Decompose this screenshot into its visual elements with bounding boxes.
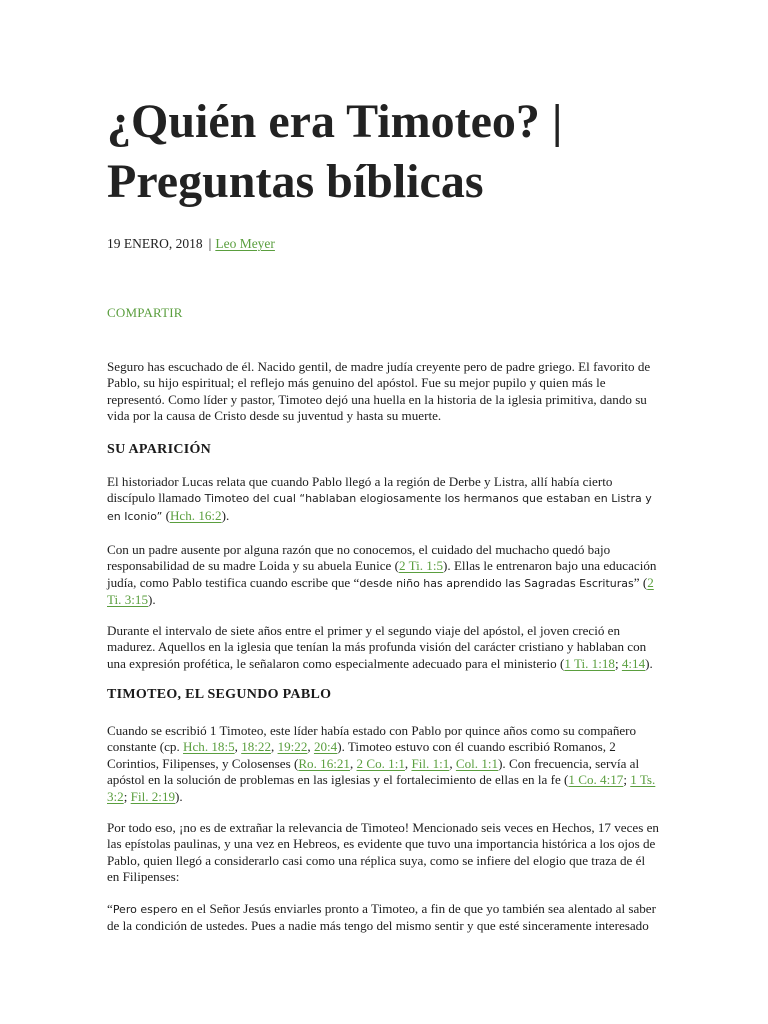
ref-col-1-1[interactable]: Col. 1:1	[455, 755, 499, 771]
paragraph-segundo-pablo-2: Por todo eso, ¡no es de extrañar la relevancia de Timoteo! Mencionado seis veces en Hechos, 17 veces en las epístolas paulinas, y una vez en Hebreos, es evidente que tuvo una importancia histórica a los ojos de Pablo, quien llegó a considerarlo casi como una réplica suya, como se infiere del elogio que traza de él en Filipenses:	[107, 820, 659, 885]
ref-2ti-1-5[interactable]: 2 Ti. 1:5	[398, 558, 444, 574]
ref-1ts-3-2[interactable]: 1 Ts. 3:2	[107, 772, 656, 804]
paragraph-aparicion-2: Con un padre ausente por alguna razón que no conocemos, el cuidado del muchacho quedó bajo responsabilidad de su madre Loida y su abuela Eunice (2 Ti. 1:5). Ellas le entrenaron bajo una educación judía, como Pablo testifica cuando escribe que “desde niño has aprendido las Sagradas Escrituras” (2 Ti. 3:15).	[107, 542, 657, 608]
ref-fil-1-1[interactable]: Fil. 1:1	[411, 755, 450, 771]
ref-4-14[interactable]: 4:14	[621, 655, 646, 671]
paragraph-intro: Seguro has escuchado de él. Nacido gentil, de madre judía creyente pero de padre griego. El favorito de Pablo, su hijo espiritual; el reflejo más genuino del apóstol. Fue su mejor pupilo y quien más le representó. Como líder y pastor, Timoteo dejó una huella en la historia de la iglesia primitiva, dando su vida por la causa de Cristo desde su juventud y hasta su muerte.	[107, 359, 651, 424]
publish-date: 19 ENERO, 2018	[107, 236, 203, 251]
ref-18-22[interactable]: 18:22	[241, 739, 272, 755]
title-line-2: Preguntas bíblicas	[107, 155, 484, 208]
title-line-1: ¿Quién era Timoteo? |	[107, 95, 563, 148]
section-heading-aparicion: SU APARICIÓN	[107, 442, 212, 457]
section-heading-segundo-pablo: TIMOTEO, EL SEGUNDO PABLO	[107, 687, 332, 702]
ref-2co-1-1[interactable]: 2 Co. 1:1	[356, 755, 405, 771]
paragraph-quote: “Pero espero en el Señor Jesús enviarles pronto a Timoteo, a fin de que yo también sea alentado al saber de la condición de ustedes. Pues a nadie más tengo del mismo sentir y que esté sinceramente interesado	[107, 901, 656, 934]
author-link[interactable]: Leo Meyer	[215, 236, 275, 251]
article-meta	[107, 235, 275, 253]
meta-separator: |	[208, 236, 212, 251]
ref-1ti-1-18[interactable]: 1 Ti. 1:18	[564, 655, 615, 671]
ref-fil-2-19[interactable]: Fil. 2:19	[130, 788, 176, 804]
paragraph-aparicion-3: Durante el intervalo de siete años entre el primer y el segundo viaje del apóstol, el joven creció en madurez. Aquellos en la iglesia que tenían la más profunda visión del carácter cristiano y hablaban con una expresión profética, le señalaron como especialmente adecuado para el ministerio (1 Ti. 1:18; 4:14).	[107, 623, 653, 671]
paragraph-aparicion-1: El historiador Lucas relata que cuando Pablo llegó a la región de Derbe y Listra, allí había cierto discípulo llamado Timoteo del cual “hablaban elogiosamente los hermanos que estaban en Listra y en Iconio” (Hch. 16:2).	[107, 474, 652, 523]
ref-1co-4-17[interactable]: 1 Co. 4:17	[568, 772, 624, 788]
page-title	[107, 92, 667, 212]
ref-20-4[interactable]: 20:4	[313, 739, 338, 755]
ref-hch-16-2[interactable]: Hch. 16:2	[169, 507, 222, 523]
paragraph-segundo-pablo-1: Cuando se escribió 1 Timoteo, este líder había estado con Pablo por quince años como su compañero constante (cp. Hch. 18:5, 18:22, 19:22, 20:4). Timoteo estuvo con él cuando escribió Romanos, 2 Corintios, Filipenses, y Colosenses (Ro. 16:21, 2 Co. 1:1, Fil. 1:1, Col. 1:1). Con frecuencia, servía al apóstol en la solución de problemas en las iglesias y el fortalecimiento de ellas en la fe (1 Co. 4:17; 1 Ts. 3:2; Fil. 2:19).	[107, 723, 656, 804]
ref-2ti-3-15[interactable]: 2 Ti. 3:15	[107, 574, 654, 608]
ref-hch-18-5[interactable]: Hch. 18:5	[183, 739, 235, 755]
ref-ro-16-21[interactable]: Ro. 16:21	[298, 755, 350, 771]
ref-19-22[interactable]: 19:22	[277, 739, 308, 755]
share-link[interactable]: COMPARTIR	[107, 305, 183, 320]
